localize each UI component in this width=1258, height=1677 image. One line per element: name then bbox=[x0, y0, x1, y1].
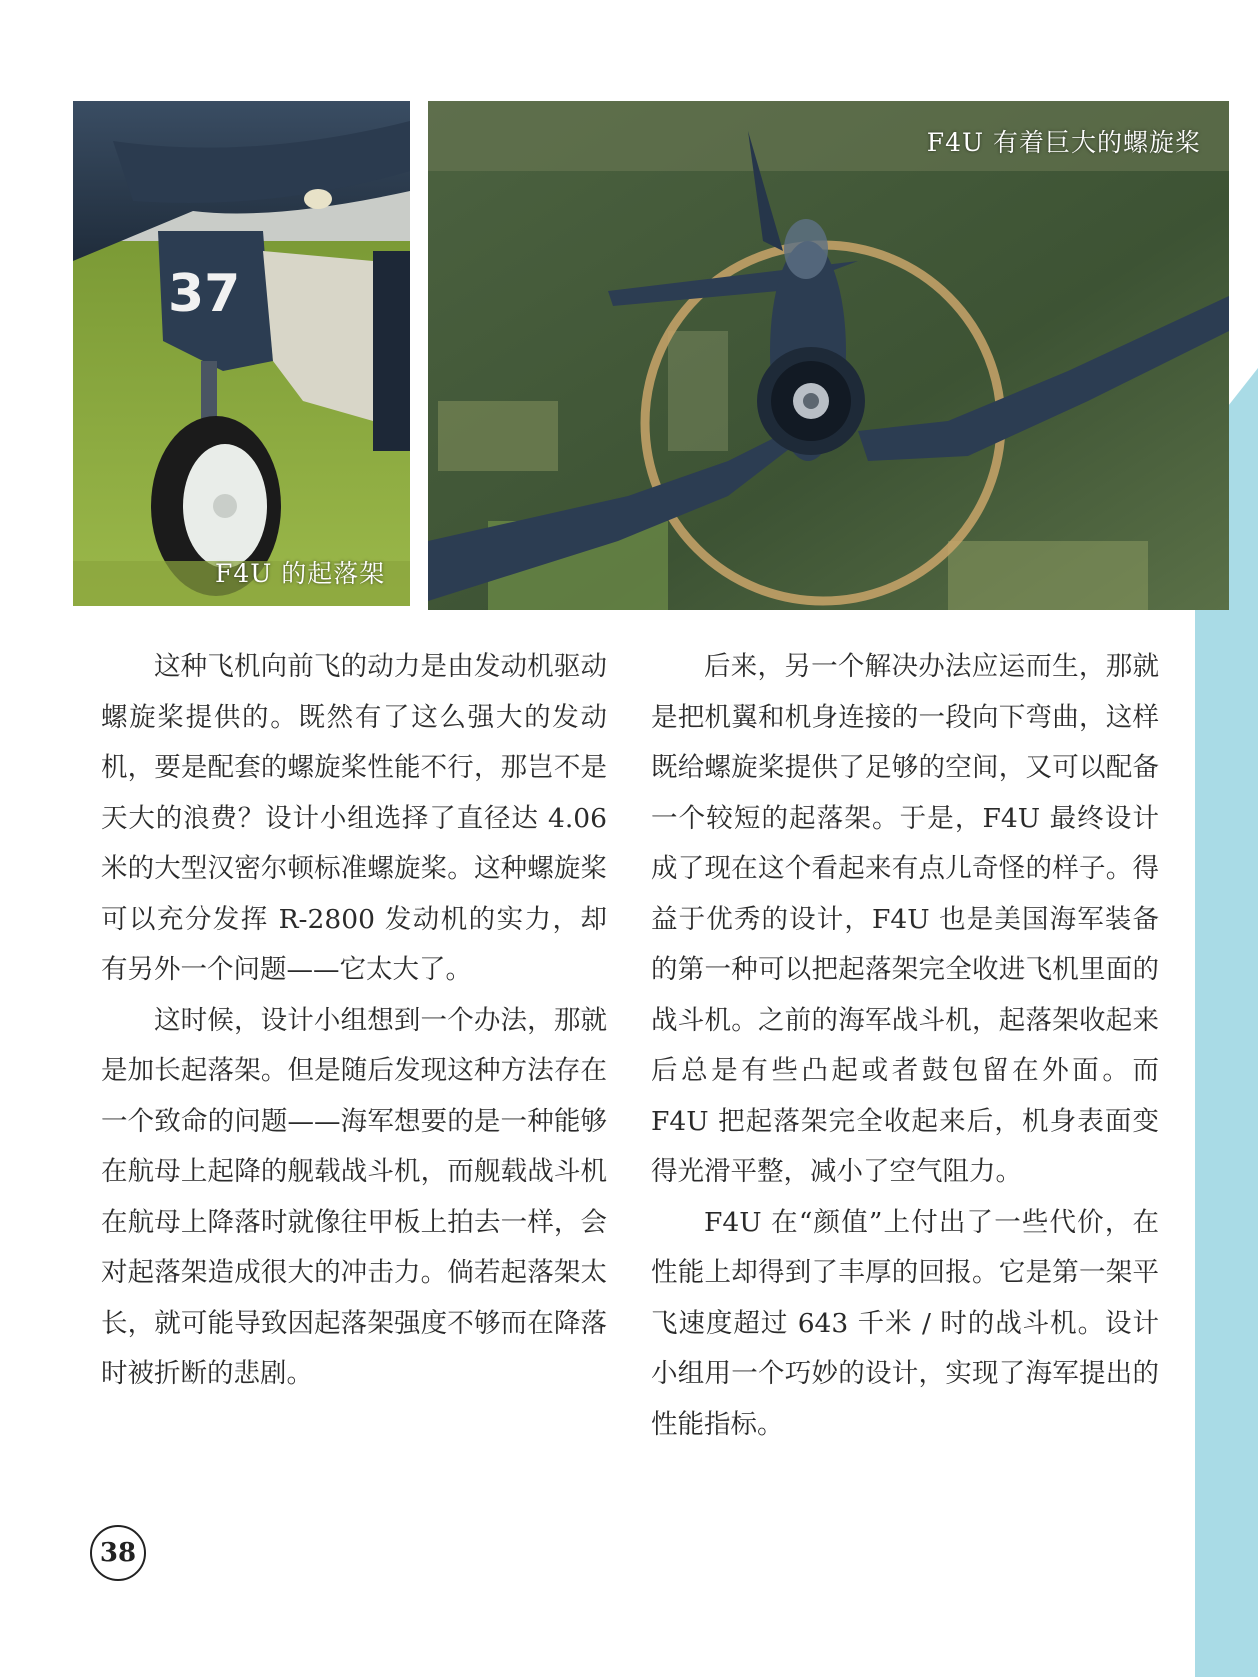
propeller-caption: F4U 有着巨大的螺旋桨 bbox=[926, 128, 1201, 157]
page-number: 38 bbox=[90, 1525, 146, 1581]
plane-in-flight-illustration bbox=[428, 101, 1229, 610]
propeller-photo bbox=[428, 101, 1229, 610]
landing-gear-photo bbox=[73, 101, 410, 606]
plane-number: 37 bbox=[168, 264, 241, 324]
paragraph: 这时候，设计小组想到一个办法，那就是加长起落架。但是随后发现这种方法存在一个致命的问题——海军想要的是一种能够在航母上起降的舰载战斗机，而舰载战斗机在航母上降落时就像往甲板上拍去一样，会对起落架造成很大的冲击力。倘若起落架太长，就可能导致因起落架强度不够而在降落时被折断的悲剧。 bbox=[101, 1004, 607, 1389]
paragraph: 后来，另一个解决办法应运而生，那就是把机翼和机身连接的一段向下弯曲，这样既给螺旋桨提供了足够的空间，又可以配备一个较短的起落架。于是，F4U 最终设计成了现在这个看起来有点儿奇怪的样子。得益于优秀的设计，F4U 也是美国海军装备的第一种可以把起落架完全收进飞机里面的战斗机。之前的海军战斗机，起落架收起来后总是有些凸起或者鼓包留在外面。而 F4U 把起落架完全收起来后，机身表面变得光滑平整，减小了空气阻力。 bbox=[651, 651, 1159, 1187]
landing-gear-illustration bbox=[73, 101, 410, 606]
landing-gear-caption: F4U 的起落架 bbox=[215, 559, 386, 588]
paragraph: 这种飞机向前飞的动力是由发动机驱动螺旋桨提供的。既然有了这么强大的发动机，要是配套的螺旋桨性能不行，那岂不是天大的浪费？设计小组选择了直径达 4.06 米的大型汉密尔顿标准螺旋桨。这种螺旋桨可以充分发挥 R-2800 发动机的实力，却有另外一个问题——它太大了。 bbox=[101, 651, 607, 985]
paragraph: F4U 在“颜值”上付出了一些代价，在性能上却得到了丰厚的回报。它是第一架平飞速度超过 643 千米 / 时的战斗机。设计小组用一个巧妙的设计，实现了海军提出的性能指标。 bbox=[651, 1206, 1159, 1440]
left-text-column bbox=[101, 642, 607, 1400]
right-text-column bbox=[651, 642, 1159, 1450]
